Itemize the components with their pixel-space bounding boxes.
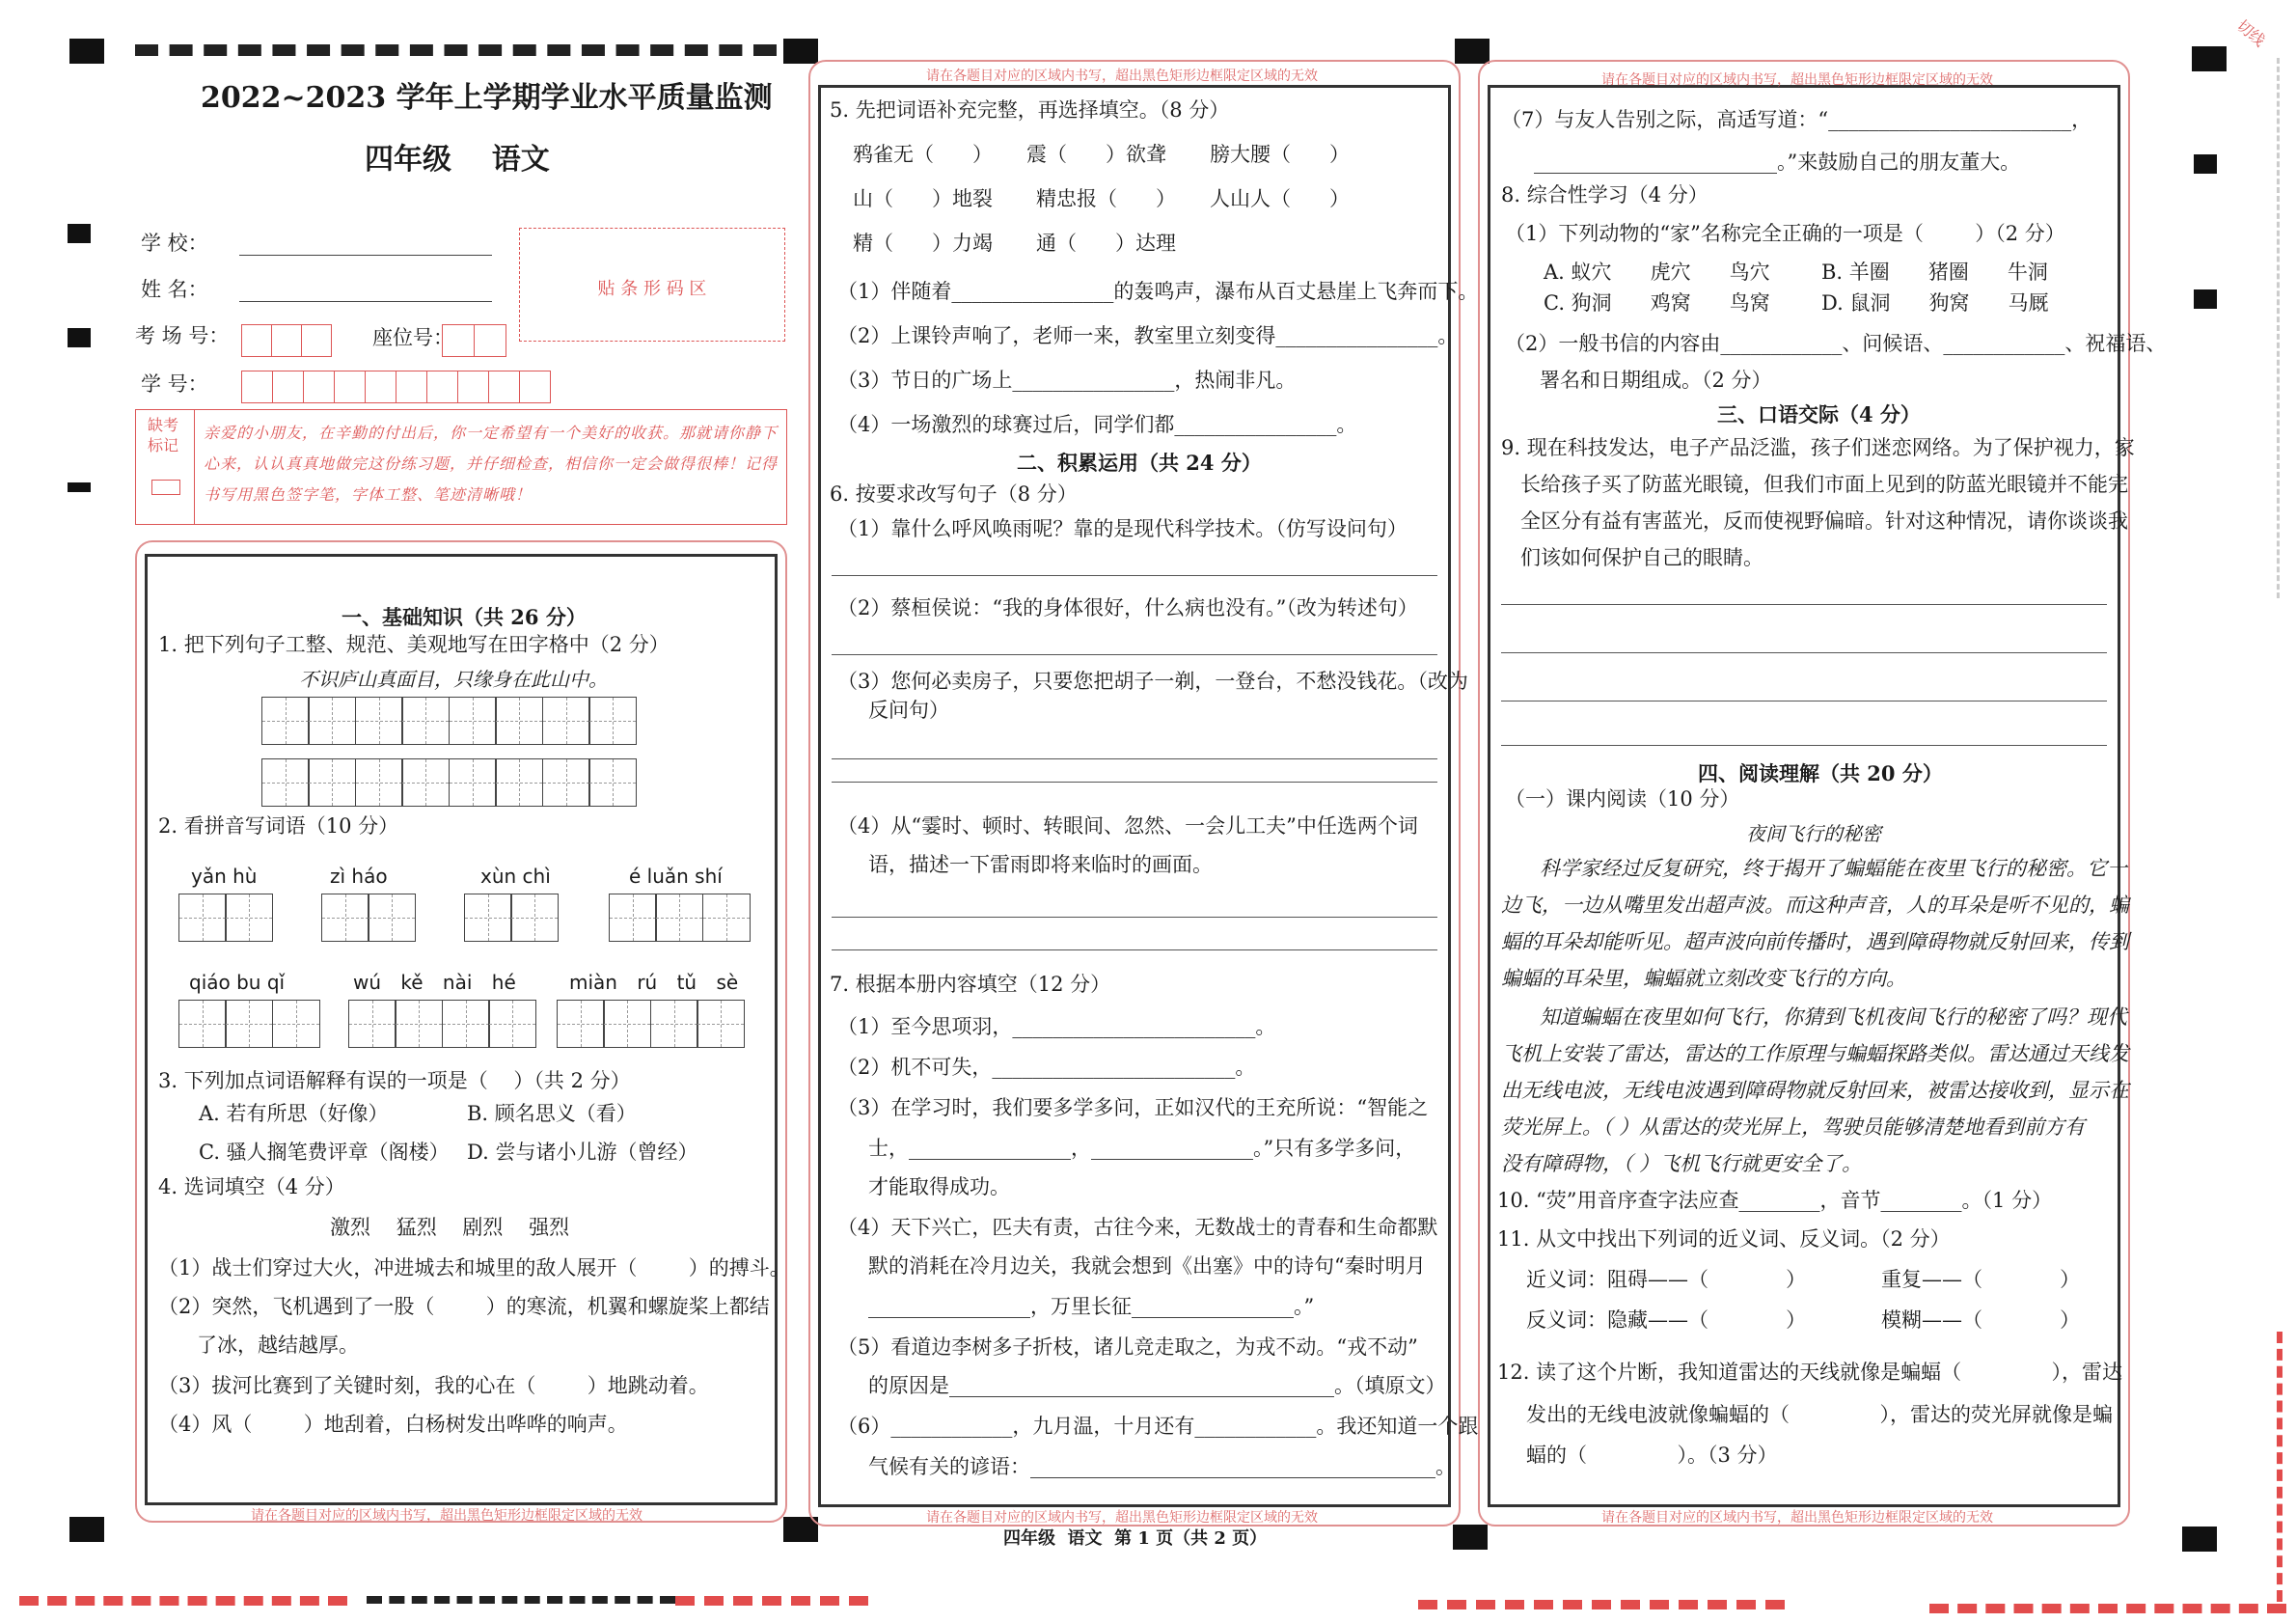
page-footer: 四年级 语文 第 1 页（共 2 页） xyxy=(1003,1528,1268,1549)
q5-r1-2: 震（ ）欲聋 xyxy=(1026,143,1167,166)
tianzige-row-2[interactable] xyxy=(262,758,637,807)
registration-mark xyxy=(783,39,818,64)
pinyin-4: é luǎn shí xyxy=(629,865,723,888)
q5: 5. 先把词语补充完整，再选择填空。（8 分） xyxy=(830,98,1230,122)
name-field[interactable] xyxy=(239,301,492,302)
student-id-cell[interactable] xyxy=(303,371,335,403)
q8-option-d: D. 鼠洞 狗窝 马厩 xyxy=(1821,291,2049,315)
student-id-cell[interactable] xyxy=(396,371,427,403)
q5-r3-2: 通（ ）达理 xyxy=(1036,232,1177,255)
q5-r2-2: 精忠报（ ） xyxy=(1036,187,1177,210)
q8-option-c: C. 狗洞 鸡窝 鸟窝 xyxy=(1544,291,1770,315)
q7-3c: 才能取得成功。 xyxy=(868,1175,1010,1198)
answer-line[interactable] xyxy=(1501,745,2107,746)
bottom-cut-line xyxy=(19,1596,347,1606)
q12b: 发出的无线电波就像蝙蝠的（ ），雷达的荧光屏就像是蝙 xyxy=(1526,1403,2113,1426)
section2-title: 二、积累运用（共 24 分） xyxy=(1017,451,1262,475)
tianzige-row-1[interactable] xyxy=(262,697,637,745)
pinyin-box-7[interactable] xyxy=(558,1000,745,1048)
tianzige-cell[interactable] xyxy=(308,758,356,807)
q12c: 蝠的（ ）。（3 分） xyxy=(1526,1444,1778,1467)
bottom-tip: 请在各题目对应的区域内书写，超出黑色矩形边框限定区域的无效 xyxy=(926,1510,1318,1526)
registration-mark xyxy=(69,1517,104,1542)
q10: 10. “荧”用音序查字法应查________，音节________。（1 分） xyxy=(1497,1189,2053,1212)
q3-option-a: A. 若有所思（好像） xyxy=(199,1102,389,1125)
corner-label: 切线 xyxy=(2232,15,2269,50)
q7-4b: 默的消耗在冷月边关，我就会想到《出塞》中的诗句“秦时明月 xyxy=(868,1254,1426,1278)
answer-line[interactable] xyxy=(832,575,1437,576)
registration-mark xyxy=(2182,1527,2217,1552)
pinyin-6: wú kě nài hé xyxy=(353,971,516,994)
bottom-cut-line xyxy=(367,1596,675,1604)
q9b: 长给孩子买了防蓝光眼镜，但我们市面上见到的防蓝光眼镜并不能完 xyxy=(1520,473,2128,496)
pinyin-3: xùn chì xyxy=(480,865,551,888)
registration-mark xyxy=(2194,289,2217,309)
passage-line-7: 出无线电波，无线电波遇到障碍物就反射回来，被雷达接收到，显示在 xyxy=(1501,1079,2129,1102)
section4-title: 四、阅读理解（共 20 分） xyxy=(1698,761,1943,785)
passage-line-3: 蝠的耳朵却能听见。超声波向前传播时，遇到障碍物就反射回来，传到 xyxy=(1501,930,2129,953)
q7: 7. 根据本册内容填空（12 分） xyxy=(830,973,1111,996)
pinyin-box-6[interactable] xyxy=(349,1000,536,1048)
tianzige-cell[interactable] xyxy=(261,758,310,807)
section1-title: 一、基础知识（共 26 分） xyxy=(342,605,587,629)
q9: 9. 现在科技发达，电子产品泛滥，孩子们迷恋网络。为了保护视力，家 xyxy=(1501,436,2135,459)
registration-mark xyxy=(1453,1525,1488,1550)
student-id-cell[interactable] xyxy=(272,371,304,403)
passage-line-6: 飞机上安装了雷达，雷达的工作原理与蝙蝠探路类似。雷达通过天线发 xyxy=(1501,1042,2129,1065)
tianzige-cell[interactable] xyxy=(588,697,637,745)
q6-4b: 语，描述一下雷雨即将来临时的画面。 xyxy=(868,853,1213,876)
school-label: 学 校： xyxy=(141,232,208,255)
q7-5b: 的原因是______________________________________。（填原文） xyxy=(868,1374,1446,1397)
q8-option-b: B. 羊圈 猪圈 牛洞 xyxy=(1821,261,2048,284)
pinyin-box-2[interactable] xyxy=(322,894,416,942)
q9c: 全区分有益有害蓝光，反而使视野偏暗。针对这种情况，请你谈谈我 xyxy=(1520,509,2128,533)
q4-1: （1）战士们穿过大火，冲进城去和城里的敌人展开（ ）的搏斗。 xyxy=(158,1256,790,1279)
seat-boxes[interactable] xyxy=(442,324,506,357)
q4-2: （2）突然，飞机遇到了一股（ ）的寒流，机翼和螺旋桨上都结 xyxy=(158,1295,770,1318)
student-id-label: 学 号： xyxy=(141,372,208,396)
q8-1: （1）下列动物的“家”名称完全正确的一项是（ ）（2 分） xyxy=(1505,222,2065,245)
q5-r2-3: 人山人（ ） xyxy=(1210,187,1351,210)
q1-text: 不识庐山真面目，只缘身在此山中。 xyxy=(299,668,608,691)
tianzige-cell[interactable] xyxy=(401,758,450,807)
answer-line[interactable] xyxy=(832,949,1437,950)
top-cut-line xyxy=(135,44,777,56)
exam-subtitle: 四年级 语文 xyxy=(365,143,550,177)
q11-synonym-2: 重复——（ ） xyxy=(1881,1268,2081,1291)
q4-2b: 了冰，越结越厚。 xyxy=(197,1334,359,1357)
student-id-cell[interactable] xyxy=(241,371,273,403)
side-cut-line xyxy=(2277,58,2280,598)
seat-label: 座位号： xyxy=(372,326,453,349)
q8: 8. 综合性学习（4 分） xyxy=(1501,183,1708,206)
registration-mark xyxy=(1455,39,1490,64)
tianzige-cell[interactable] xyxy=(449,758,497,807)
passage-line-9: 没有障碍物，（ ）飞机飞行就更安全了。 xyxy=(1501,1152,1863,1175)
q5-1: （1）伴随着________________的轰鸣声，瀑布从百丈悬崖上飞奔而下。 xyxy=(837,280,1479,303)
reading1-title: （一）课内阅读（10 分） xyxy=(1505,787,1740,811)
name-label: 姓 名： xyxy=(141,278,208,301)
q7-3b: 士，________________，________________。”只有多学多问， xyxy=(868,1137,1416,1160)
q8-option-a: A. 蚁穴 虎穴 鸟穴 xyxy=(1544,261,1770,284)
passage-line-5: 知道蝙蝠在夜里如何飞行，你猜到飞机夜间飞行的秘密了吗？现代 xyxy=(1540,1005,2127,1029)
q11: 11. 从文中找出下列词的近义词、反义词。（2 分） xyxy=(1497,1227,1951,1251)
answer-line[interactable] xyxy=(1501,604,2107,605)
q5-r1-3: 膀大腰（ ） xyxy=(1210,143,1351,166)
q11-antonym-1: 反义词：隐藏——（ ） xyxy=(1526,1308,1807,1332)
exam-title: 2022~2023 学年上学期学业水平质量监测 xyxy=(201,81,773,115)
q7-4c: ________________，万里长征________________。” xyxy=(868,1295,1315,1318)
side-cut-line xyxy=(2277,1332,2282,1602)
missing-exam-checkbox[interactable] xyxy=(151,480,180,495)
q8-2b: 署名和日期组成。（2 分） xyxy=(1540,369,1772,392)
school-field[interactable] xyxy=(239,255,492,256)
q11-antonym-2: 模糊——（ ） xyxy=(1881,1308,2081,1332)
passage-line-4: 蝙蝠的耳朵里，蝙蝠就立刻改变飞行的方向。 xyxy=(1501,967,1906,990)
passage-title: 夜间飞行的秘密 xyxy=(1746,822,1881,845)
top-tip: 请在各题目对应的区域内书写，超出黑色矩形边框限定区域的无效 xyxy=(1601,72,1993,88)
tianzige-cell[interactable] xyxy=(542,697,590,745)
section3-title: 三、口语交际（4 分） xyxy=(1717,402,1921,426)
q5-r3-1: 精（ ）力竭 xyxy=(853,232,994,255)
student-id-cell[interactable] xyxy=(426,371,458,403)
q6: 6. 按要求改写句子（8 分） xyxy=(830,482,1078,506)
q7-5: （5）看道边李树多子折枝，诸儿竞走取之，为戎不动。“戎不动” xyxy=(837,1335,1418,1359)
q5-4: （4）一场激烈的球赛过后，同学们都________________。 xyxy=(837,413,1357,436)
pinyin-box-4[interactable] xyxy=(610,894,751,942)
pinyin-box-5[interactable] xyxy=(179,1000,320,1048)
registration-mark xyxy=(68,224,91,243)
student-id-cell[interactable] xyxy=(488,371,520,403)
pinyin-2: zì háo xyxy=(330,865,388,888)
q1: 1. 把下列句子工整、规范、美观地写在田字格中（2 分） xyxy=(158,633,670,656)
q6-2: （2）蔡桓侯说：“我的身体很好，什么病也没有。”（改为转述句） xyxy=(837,596,1418,619)
q7-6b: 气候有关的谚语：________________________________________。 xyxy=(868,1455,1456,1478)
q7-7: （7）与友人告别之际，高适写道：“________________________， xyxy=(1501,108,2092,131)
bottom-cut-line xyxy=(1929,1604,2286,1613)
tianzige-cell[interactable] xyxy=(588,758,637,807)
q3: 3. 下列加点词语解释有误的一项是（ ）（共 2 分） xyxy=(158,1069,631,1092)
q5-r2-1: 山（ ）地裂 xyxy=(853,187,994,210)
q9d: 们该如何保护自己的眼睛。 xyxy=(1520,546,1763,569)
student-id-cell[interactable] xyxy=(334,371,366,403)
tianzige-cell[interactable] xyxy=(355,697,403,745)
q12: 12. 读了这个片断，我知道雷达的天线就像是蝙蝠（ ），雷达 xyxy=(1497,1361,2123,1384)
exam-room-boxes[interactable] xyxy=(241,324,332,357)
answer-line[interactable] xyxy=(1501,652,2107,653)
registration-mark xyxy=(2194,154,2217,174)
answer-line[interactable] xyxy=(832,917,1437,918)
q5-2: （2）上课铃声响了，老师一来，教室里立刻变得________________。 xyxy=(837,324,1459,347)
student-id-cell[interactable] xyxy=(457,371,489,403)
bottom-cut-line xyxy=(675,1596,868,1606)
q3-option-c: C. 骚人搁笔费评章（阁楼） xyxy=(199,1141,450,1164)
registration-mark xyxy=(68,482,91,492)
student-id-cell[interactable] xyxy=(519,371,551,403)
pinyin-7: miàn rú tǔ sè xyxy=(569,971,739,994)
q7-4: （4）天下兴亡，匹夫有责，古往今来，无数战士的青春和生命都默 xyxy=(837,1216,1438,1239)
q3-option-b: B. 顾名思义（看） xyxy=(467,1102,637,1125)
q7-1: （1）至今思项羽，________________________。 xyxy=(837,1015,1276,1038)
pinyin-5: qiáo bu qǐ xyxy=(189,971,286,994)
q11-synonym-1: 近义词：阻碍——（ ） xyxy=(1526,1268,1807,1291)
passage-line-2: 边飞，一边从嘴里发出超声波。而这种声音，人的耳朵是听不见的，蝙 xyxy=(1501,894,2129,917)
registration-mark xyxy=(2192,46,2227,71)
q6-3: （3）您何必卖房子，只要您把胡子一剃，一登台，不愁没钱花。（改为 xyxy=(837,670,1468,693)
tianzige-cell[interactable] xyxy=(449,697,497,745)
pinyin-box-3[interactable] xyxy=(465,894,559,942)
q6-1: （1）靠什么呼风唤雨呢？靠的是现代科学技术。（仿写设问句） xyxy=(837,517,1408,540)
tianzige-cell[interactable] xyxy=(542,758,590,807)
q7-2: （2）机不可失，________________________。 xyxy=(837,1056,1256,1079)
pinyin-box-1[interactable] xyxy=(179,894,273,942)
student-id-boxes[interactable] xyxy=(241,371,551,403)
q7-6: （6）____________，九月温，十月还有____________。我还知道一个跟 xyxy=(837,1415,1479,1438)
q5-3: （3）节日的广场上________________，热闹非凡。 xyxy=(837,369,1297,392)
notice-text: 亲爱的小朋友，在辛勤的付出后，你一定希望有一个美好的收获。那就请你静下心来，认认真真地做完这份练习题，并仔细检查，相信你一定会做得很棒！记得书写用黑色签字笔，字体工整、笔迹清晰哦！ xyxy=(204,424,779,504)
q5-r1-1: 鸦雀无（ ） xyxy=(853,143,994,166)
q3-option-d: D. 尝与诸小儿游（曾经） xyxy=(467,1141,698,1164)
exam-room-label: 考 场 号： xyxy=(135,324,230,347)
missing-exam-label: 缺考标记 xyxy=(148,416,179,454)
q8-2: （2）一般书信的内容由____________、问候语、____________、祝福语、 xyxy=(1505,332,2167,355)
tianzige-cell[interactable] xyxy=(495,697,543,745)
q4: 4. 选词填空（4 分） xyxy=(158,1175,345,1198)
tianzige-cell[interactable] xyxy=(261,697,310,745)
student-id-cell[interactable] xyxy=(365,371,396,403)
bottom-tip: 请在各题目对应的区域内书写，超出黑色矩形边框限定区域的无效 xyxy=(1601,1510,1993,1526)
bottom-cut-line xyxy=(1418,1600,1785,1609)
barcode-label: 贴 条 形 码 区 xyxy=(597,279,707,299)
q7-7b: ________________________。”来鼓励自己的朋友董大。 xyxy=(1534,151,2021,174)
q6-4: （4）从“霎时、顿时、转眼间、忽然、一会儿工夫”中任选两个词 xyxy=(837,814,1418,838)
notice-box xyxy=(135,409,787,525)
passage-line-1: 科学家经过反复研究，终于揭开了蝙蝠能在夜里飞行的秘密。它一 xyxy=(1540,857,2127,880)
top-tip: 请在各题目对应的区域内书写，超出黑色矩形边框限定区域的无效 xyxy=(926,69,1318,84)
q6-3b: 反问句） xyxy=(868,699,949,722)
q4-3: （3）拔河比赛到了关键时刻，我的心在（ ）地跳动着。 xyxy=(158,1374,709,1397)
registration-mark xyxy=(68,328,91,347)
tianzige-cell[interactable] xyxy=(308,697,356,745)
tianzige-cell[interactable] xyxy=(401,697,450,745)
q2: 2. 看拼音写词语（10 分） xyxy=(158,814,399,838)
registration-mark xyxy=(69,39,104,64)
q4-4: （4）风（ ）地刮着，白杨树发出哗哗的响声。 xyxy=(158,1413,628,1436)
pinyin-1: yǎn hù xyxy=(191,865,258,888)
answer-line[interactable] xyxy=(832,782,1437,783)
bottom-tip: 请在各题目对应的区域内书写，超出黑色矩形边框限定区域的无效 xyxy=(251,1508,642,1524)
answer-line[interactable] xyxy=(832,654,1437,655)
passage-line-8: 荧光屏上。（ ）从雷达的荧光屏上，驾驶员能够清楚地看到前方有 xyxy=(1501,1115,2086,1139)
tianzige-cell[interactable] xyxy=(495,758,543,807)
tianzige-cell[interactable] xyxy=(355,758,403,807)
barcode-area xyxy=(519,228,785,342)
q7-3: （3）在学习时，我们要多学多问，正如汉代的王充所说：“智能之 xyxy=(837,1096,1429,1119)
answer-line[interactable] xyxy=(832,758,1437,759)
q4-words: 激烈 猛烈 剧烈 强烈 xyxy=(330,1216,570,1239)
